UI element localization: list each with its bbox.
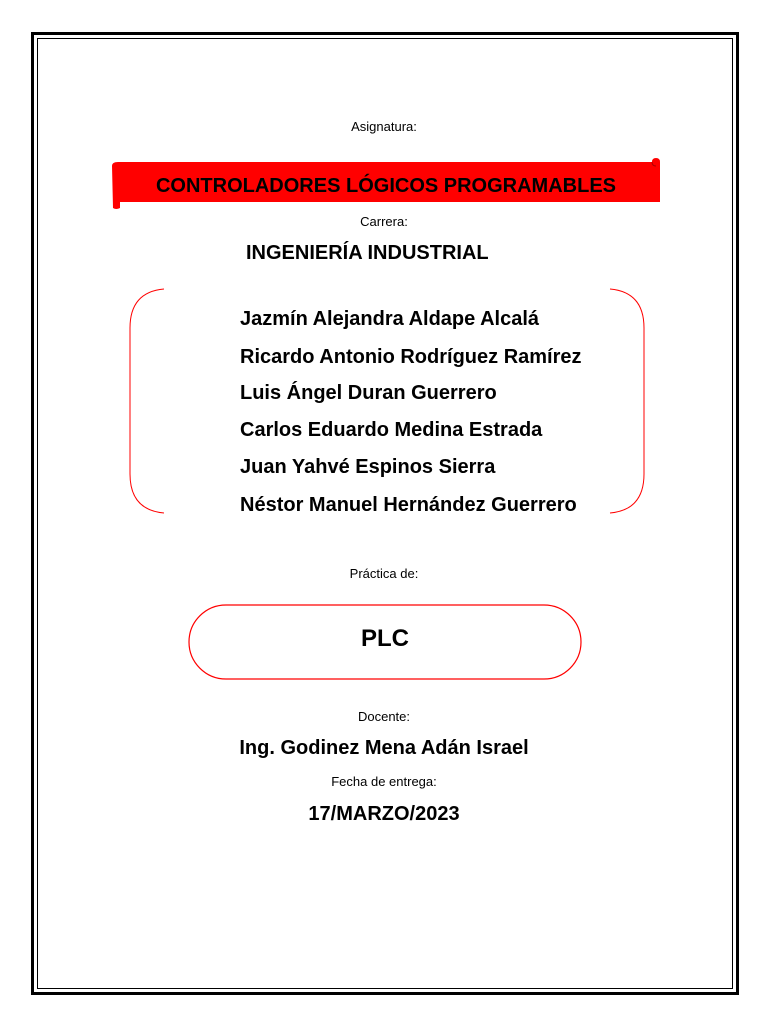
member-name: Néstor Manuel Hernández Guerrero — [240, 494, 577, 516]
member-name: Juan Yahvé Espinos Sierra — [240, 456, 496, 478]
member-name: Jazmín Alejandra Aldape Alcalá — [240, 308, 539, 330]
member-name: Luis Ángel Duran Guerrero — [240, 382, 497, 404]
practice-title: PLC — [361, 625, 409, 652]
member-name: Ricardo Antonio Rodríguez Ramírez — [240, 346, 582, 368]
member-name: Carlos Eduardo Medina Estrada — [240, 419, 543, 441]
delivery-date: 17/MARZO/2023 — [308, 803, 460, 825]
teacher-name: Ing. Godinez Mena Adán Israel — [239, 737, 529, 759]
teacher-label: Docente: — [357, 709, 411, 724]
career-title: INGENIERÍA INDUSTRIAL — [246, 242, 489, 264]
date-label: Fecha de entrega: — [331, 774, 437, 789]
career-label: Carrera: — [360, 214, 408, 229]
subject-title: CONTROLADORES LÓGICOS PROGRAMABLES — [155, 175, 616, 197]
practice-label: Práctica de: — [349, 566, 419, 581]
subject-label: Asignatura: — [351, 119, 417, 134]
